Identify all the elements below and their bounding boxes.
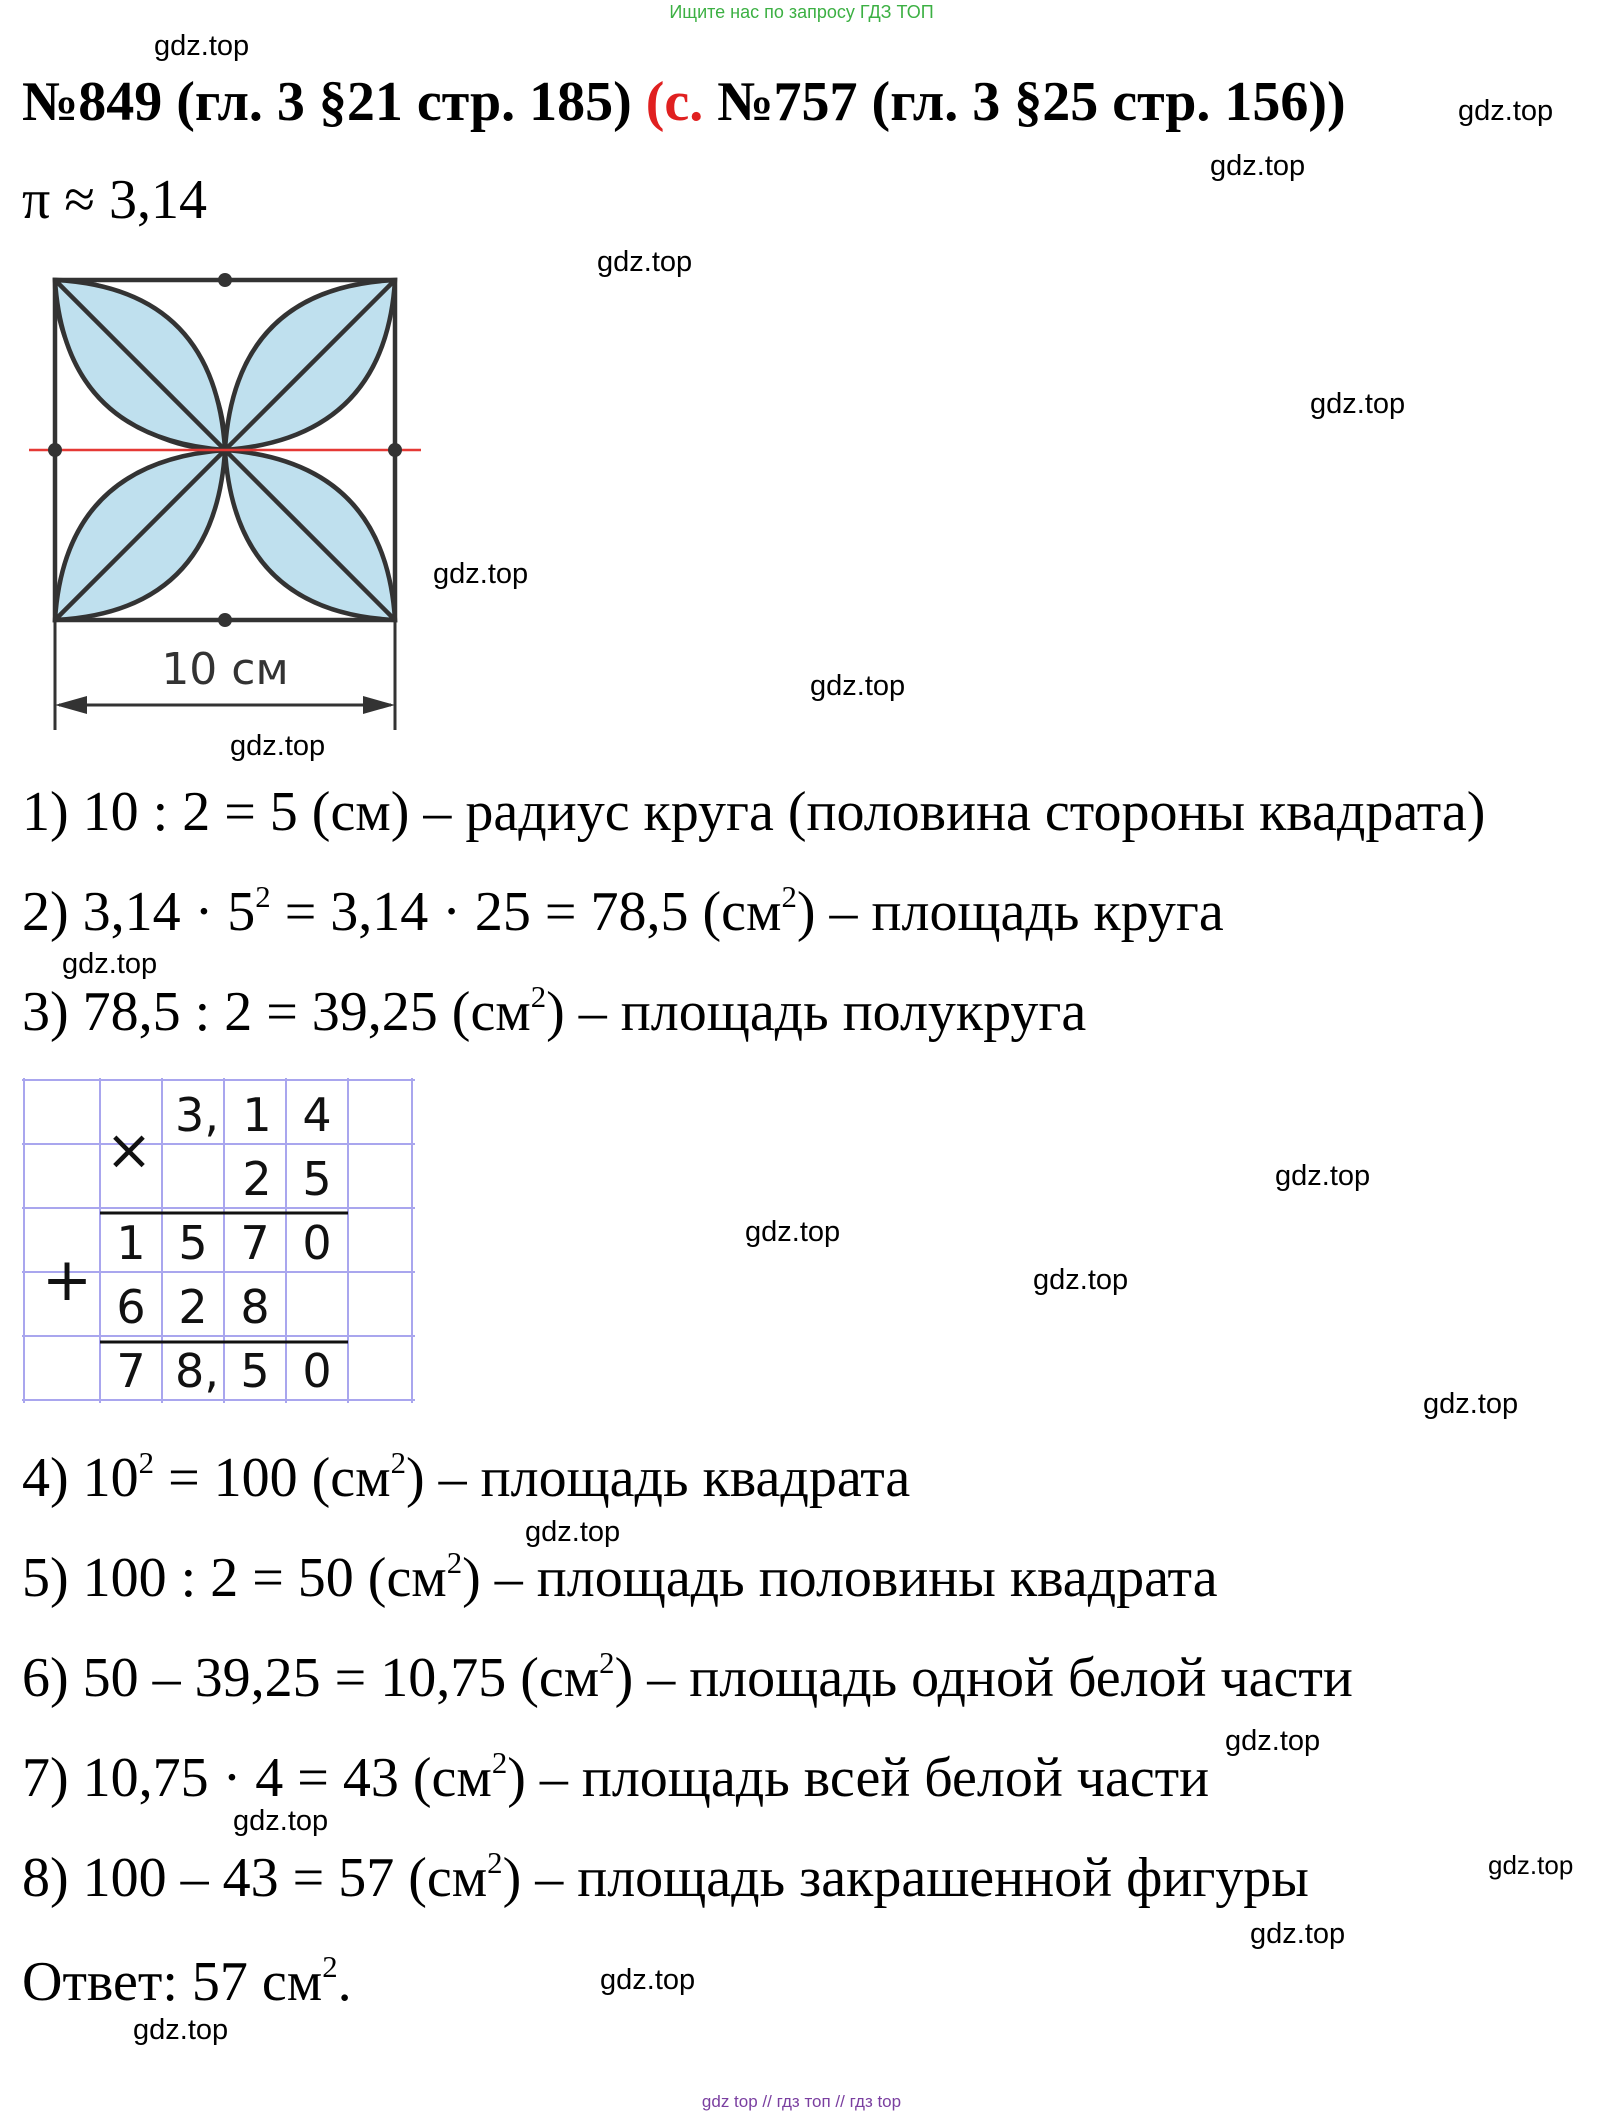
- digit: 7: [240, 1216, 270, 1270]
- watermark: gdz.top: [600, 1964, 696, 1996]
- digit: 2: [178, 1280, 208, 1334]
- answer: Ответ: 57 $см^2$.: [22, 1949, 352, 2013]
- digit: 2: [242, 1152, 272, 1206]
- page-title: [22, 70, 1346, 134]
- digit: 1: [116, 1216, 146, 1270]
- pi-approximation: π ≈ 3,14: [22, 169, 208, 231]
- watermark: gdz.top: [1210, 150, 1306, 182]
- times-sign: ×: [105, 1118, 153, 1183]
- watermark: gdz.top: [154, 30, 250, 62]
- digit: 3,: [175, 1088, 219, 1142]
- watermark: gdz.top: [1488, 1850, 1574, 1880]
- watermark: gdz.top: [745, 1216, 841, 1248]
- plus-sign: +: [41, 1245, 93, 1315]
- watermark: gdz.top: [230, 730, 326, 762]
- watermark: gdz.top: [433, 558, 529, 590]
- watermark: gdz.top: [597, 246, 693, 278]
- digit: 5: [302, 1152, 332, 1206]
- step-7: 7) 10,75 · 4 = 43 $(см^2)$ – площадь всей белой части: [22, 1745, 1210, 1809]
- watermark: gdz.top: [1423, 1388, 1519, 1420]
- watermark: gdz.top: [233, 1805, 329, 1837]
- digit: 1: [242, 1088, 272, 1142]
- digit: 4: [302, 1088, 332, 1142]
- watermark: gdz.top: [1310, 388, 1406, 420]
- watermark: gdz.top: [62, 948, 158, 980]
- watermark: gdz.top: [810, 670, 906, 702]
- step-2: 2) $3,14 \cdot 5^2 = 3,14 \cdot 25 = 78,5$ $(см^2)$ – площадь круга: [22, 879, 1224, 943]
- title-part-main: №849 (гл. 3 §21 стр. 185): [22, 71, 646, 133]
- title-part-alt: №757 (гл. 3 §25 стр. 156)): [703, 71, 1346, 133]
- arrow-right-head: [363, 696, 395, 714]
- watermark: gdz.top: [1033, 1264, 1129, 1296]
- title-part-red: (с.: [645, 71, 704, 133]
- dimension-label: 10 см: [161, 644, 289, 695]
- digit: 7: [116, 1344, 146, 1398]
- digit: 8,: [175, 1344, 219, 1398]
- step-8: 8) 100 – 43 = 57 $(см^2)$ – площадь закрашенной фигуры: [22, 1845, 1309, 1909]
- footer: gdz top // гдз топ // гдз top: [701, 2092, 902, 2111]
- digit: 0: [302, 1216, 332, 1270]
- digit: 0: [302, 1344, 332, 1398]
- digit: 5: [178, 1216, 208, 1270]
- watermark: gdz.top: [1458, 95, 1554, 127]
- step-1: 1) 10 : 2 = 5 (см) – радиус круга (половина стороны квадрата): [22, 781, 1486, 843]
- digit: 5: [240, 1344, 270, 1398]
- step-4: 4) $10^2 = 100$ $(см^2)$ – площадь квадрата: [22, 1445, 911, 1509]
- watermark: gdz.top: [1225, 1725, 1321, 1757]
- watermark: gdz.top: [1275, 1160, 1371, 1192]
- watermark: gdz.top: [133, 2014, 229, 2046]
- digit: 6: [116, 1280, 146, 1334]
- step-5: 5) 100 : 2 = 50 $(см^2)$ – площадь половины квадрата: [22, 1545, 1218, 1609]
- arrow-left-head: [55, 696, 87, 714]
- step-6: 6) 50 – 39,25 = 10,75 $(см^2)$ – площадь одной белой части: [22, 1645, 1353, 1709]
- watermark: gdz.top: [525, 1516, 621, 1548]
- top-banner: Ищите нас по запросу ГДЗ ТОП: [669, 2, 934, 22]
- flower-figure: [25, 268, 425, 738]
- watermark: gdz.top: [1250, 1918, 1346, 1950]
- digit: 8: [240, 1280, 270, 1334]
- step-3: 3) 78,5 : 2 = 39,25 $(см^2)$ – площадь полукруга: [22, 979, 1087, 1043]
